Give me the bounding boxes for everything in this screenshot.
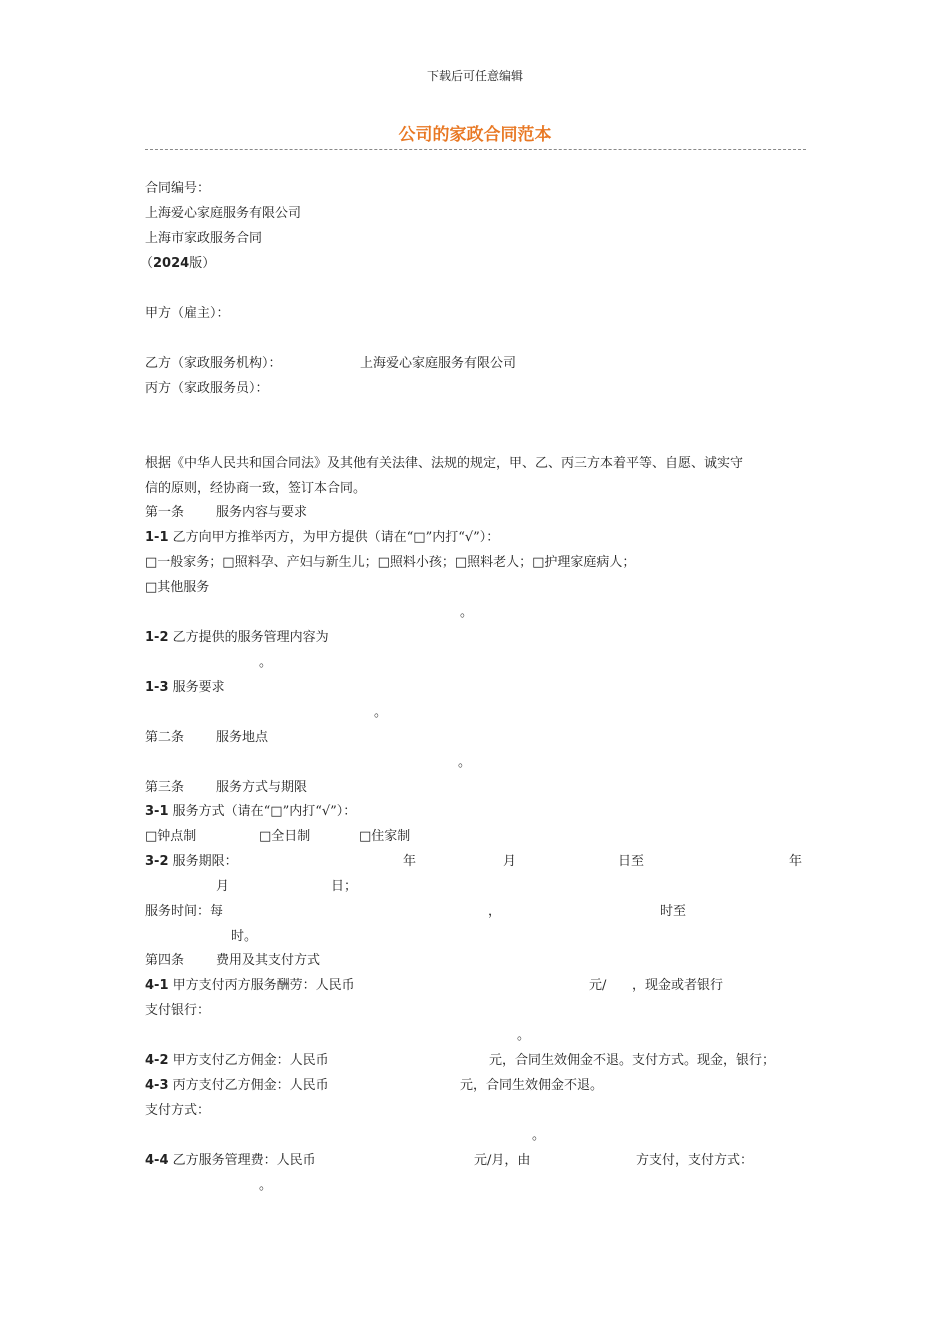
clause-4-1-text: 甲方支付丙方服务酬劳：人民币 xyxy=(172,978,355,993)
option-full-day: □全日制 xyxy=(259,829,311,844)
party-b-label: 乙方（家政服务机构）： xyxy=(145,356,282,371)
document-title: 公司的家政合同范本 xyxy=(398,125,552,145)
clause-1-3 xyxy=(145,680,225,696)
edition-open: （ xyxy=(140,256,154,271)
clause-4-2-number: 4-2 xyxy=(145,1053,169,1068)
service-time-comma: ， xyxy=(488,904,502,919)
clause-4-4-number: 4-4 xyxy=(145,1153,169,1168)
term-day-2: 日； xyxy=(331,879,358,894)
service-options-line: □一般家务；□照料孕、产妇与新生儿；□照料小孩；□照料老人；□护理家庭病人； xyxy=(145,555,636,570)
article-1-heading: 第一条 xyxy=(145,505,185,520)
option-hourly: □钟点制 xyxy=(145,829,197,844)
clause-4-1-tail: ，现金或者银行 xyxy=(632,978,724,993)
clause-4-4 xyxy=(145,1153,316,1169)
article-2-heading: 第二条 xyxy=(145,730,185,745)
party-c-label: 丙方（家政服务员）： xyxy=(145,381,269,396)
clause-3-2-number: 3-2 xyxy=(145,854,169,869)
company-name: 上海爱心家庭服务有限公司 xyxy=(145,206,302,221)
header-note: 下载后可任意编辑 xyxy=(426,69,523,83)
blank-period: 。 xyxy=(460,605,474,620)
blank-period: 。 xyxy=(458,755,472,770)
other-service-option: □其他服务 xyxy=(145,580,210,595)
clause-4-4-unit: 元/月，由 xyxy=(474,1153,531,1168)
blank-period: 。 xyxy=(259,1178,273,1193)
clause-3-1-number: 3-1 xyxy=(145,804,169,819)
preamble-line-2: 信的原则，经协商一致，签订本合同。 xyxy=(145,481,367,496)
clause-4-3 xyxy=(145,1078,329,1094)
service-hour-end: 时。 xyxy=(231,929,258,944)
blank-period: 。 xyxy=(532,1128,546,1143)
clause-1-1 xyxy=(145,530,499,546)
blank-period: 。 xyxy=(517,1028,531,1043)
clause-3-1 xyxy=(145,804,356,820)
service-time-label: 服务时间：每 xyxy=(145,904,224,919)
article-4-heading: 第四条 xyxy=(145,953,185,968)
clause-4-4-tail: 方支付，支付方式： xyxy=(636,1153,754,1168)
clause-4-1 xyxy=(145,978,355,994)
clause-1-2-text: 乙方提供的服务管理内容为 xyxy=(172,630,329,645)
clause-1-2 xyxy=(145,630,329,646)
edition xyxy=(140,256,215,272)
clause-1-2-number: 1-2 xyxy=(145,630,169,645)
contract-number-label: 合同编号： xyxy=(145,181,211,196)
blank-period: 。 xyxy=(259,655,273,670)
party-b-value: 上海爱心家庭服务有限公司 xyxy=(360,356,517,371)
service-hour-to: 时至 xyxy=(660,904,687,919)
clause-3-2-text: 服务期限： xyxy=(172,854,238,869)
contract-name: 上海市家政服务合同 xyxy=(145,231,263,246)
clause-1-1-text: 乙方向甲方推举丙方，为甲方提供（请在“□”内打“√”）： xyxy=(172,530,500,545)
term-month-2: 月 xyxy=(216,879,230,894)
article-3-heading: 第三条 xyxy=(145,780,185,795)
payment-method-label: 支付方式： xyxy=(145,1103,211,1118)
preamble-line-1: 根据《中华人民共和国合同法》及其他有关法律、法规的规定，甲、乙、丙三方本着平等、自愿、诚实守 xyxy=(145,456,744,471)
clause-4-3-text: 丙方支付乙方佣金：人民币 xyxy=(172,1078,329,1093)
clause-3-2 xyxy=(145,854,238,870)
party-a-label: 甲方（雇主）： xyxy=(145,306,230,321)
clause-1-3-number: 1-3 xyxy=(145,680,169,695)
clause-1-3-text: 服务要求 xyxy=(172,680,225,695)
blank-period: 。 xyxy=(374,705,388,720)
edition-close: 版） xyxy=(189,256,216,271)
clause-4-4-text: 乙方服务管理费：人民币 xyxy=(172,1153,316,1168)
article-4-title: 费用及其支付方式 xyxy=(216,953,321,968)
clause-4-2-tail: 元，合同生效佣金不退。支付方式。现金，银行； xyxy=(489,1053,776,1068)
clause-4-2-text: 甲方支付乙方佣金：人民币 xyxy=(172,1053,329,1068)
article-3-title: 服务方式与期限 xyxy=(216,780,308,795)
article-1-title: 服务内容与要求 xyxy=(216,505,308,520)
term-month-1: 月 xyxy=(503,854,517,869)
clause-1-1-number: 1-1 xyxy=(145,530,169,545)
option-live-in: □住家制 xyxy=(359,829,411,844)
article-2-title: 服务地点 xyxy=(216,730,269,745)
edition-year: 2024 xyxy=(153,256,190,271)
clause-4-3-tail: 元，合同生效佣金不退。 xyxy=(460,1078,604,1093)
clause-4-2 xyxy=(145,1053,329,1069)
clause-4-3-number: 4-3 xyxy=(145,1078,169,1093)
clause-4-1-unit: 元/ xyxy=(589,978,607,993)
term-day-to: 日至 xyxy=(618,854,645,869)
title-divider xyxy=(145,149,806,150)
bank-label: 支付银行： xyxy=(145,1003,211,1018)
clause-4-1-number: 4-1 xyxy=(145,978,169,993)
term-year-1: 年 xyxy=(403,854,417,869)
clause-3-1-text: 服务方式（请在“□”内打“√”）： xyxy=(172,804,357,819)
term-year-2: 年 xyxy=(789,854,803,869)
